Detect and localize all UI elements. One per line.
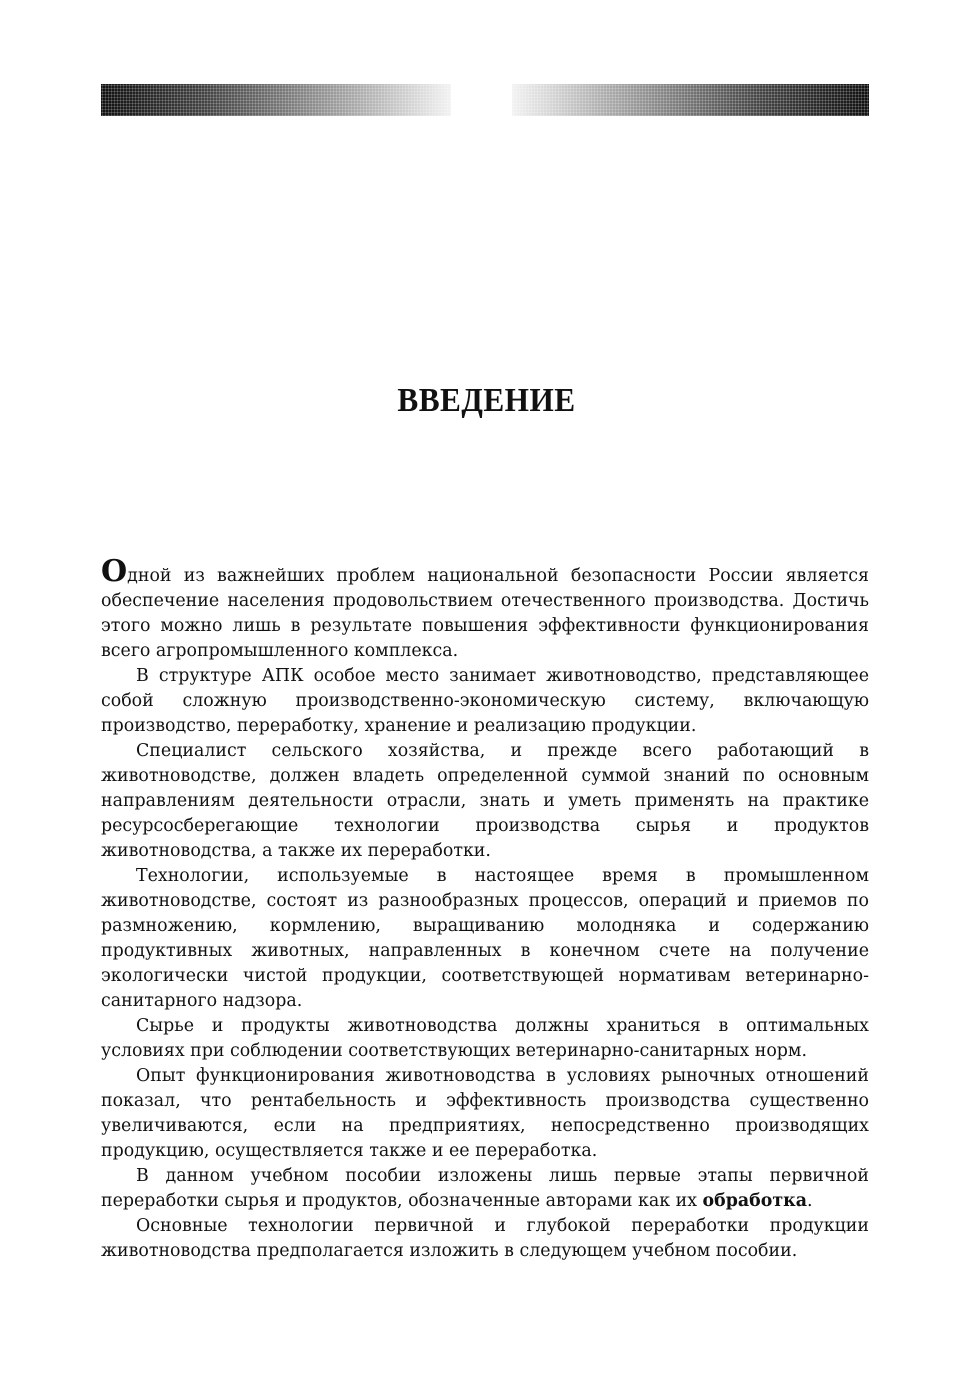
halftone-dots bbox=[512, 84, 869, 116]
paragraph-5: Сырье и продукты животноводства должны храниться в оптимальных условиях при соблюдении соответствующих ветеринарно-санитарных норм. bbox=[101, 1016, 869, 1061]
header-band-left bbox=[101, 84, 451, 116]
paragraph-8: Основные технологии первичной и глубокой переработки продукции животноводства предполагается изложить в следующем учебном пособии. bbox=[101, 1216, 869, 1261]
paragraph-2: В структуре АПК особое место занимает животноводство, представляющее собой сложную производственно-экономическую систему, включающую производство, переработку, хранение и реализацию продукции. bbox=[101, 666, 869, 736]
paragraph-text-end: . bbox=[806, 1191, 813, 1211]
paragraph-4: Технологии, используемые в настоящее время в промышленном животноводстве, состоят из разнообразных процессов, операций и приемов по размножению, кормлению, выращиванию молодняка и содержанию продуктивных животных, направленных в конечном счете на получение экологически чистой продукции, соответствующей нормативам ветеринарно-санитарного надзора. bbox=[101, 866, 869, 1011]
paragraph-7 bbox=[101, 1164, 869, 1214]
bold-term: обработка bbox=[702, 1191, 807, 1211]
header-band-right bbox=[512, 84, 869, 116]
drop-cap-letter: О bbox=[101, 554, 128, 589]
paragraph-1 bbox=[101, 554, 869, 664]
paragraph-text: дной из важнейших проблем национальной безопасности России является обеспечение населения продовольствием отечественного производства. Достичь этого можно лишь в результате повышения эффективности функционирования всего агропромышленного комплекса. bbox=[101, 566, 869, 661]
paragraph-6: Опыт функционирования животноводства в условиях рыночных отношений показал, что рентабельность и эффективность производства существенно увеличиваются, если на предприятиях, непосредственно производящих продукцию, осуществляется также и ее переработка. bbox=[101, 1066, 869, 1161]
paragraph-3: Специалист сельского хозяйства, и прежде всего работающий в животноводстве, должен владеть определенной суммой знаний по основным направлениям деятельности отрасли, знать и уметь применять на практике ресурсосберегающие технологии производства сырья и продуктов животноводства, а также их переработки. bbox=[101, 741, 869, 861]
paragraph-text: В данном учебном пособии изложены лишь первые этапы первичной переработки сырья и продуктов, обозначенные авторами как их bbox=[101, 1166, 869, 1211]
chapter-title: ВВЕДЕНИЕ bbox=[397, 382, 576, 419]
body-text bbox=[101, 554, 869, 1264]
halftone-dots bbox=[101, 84, 451, 116]
